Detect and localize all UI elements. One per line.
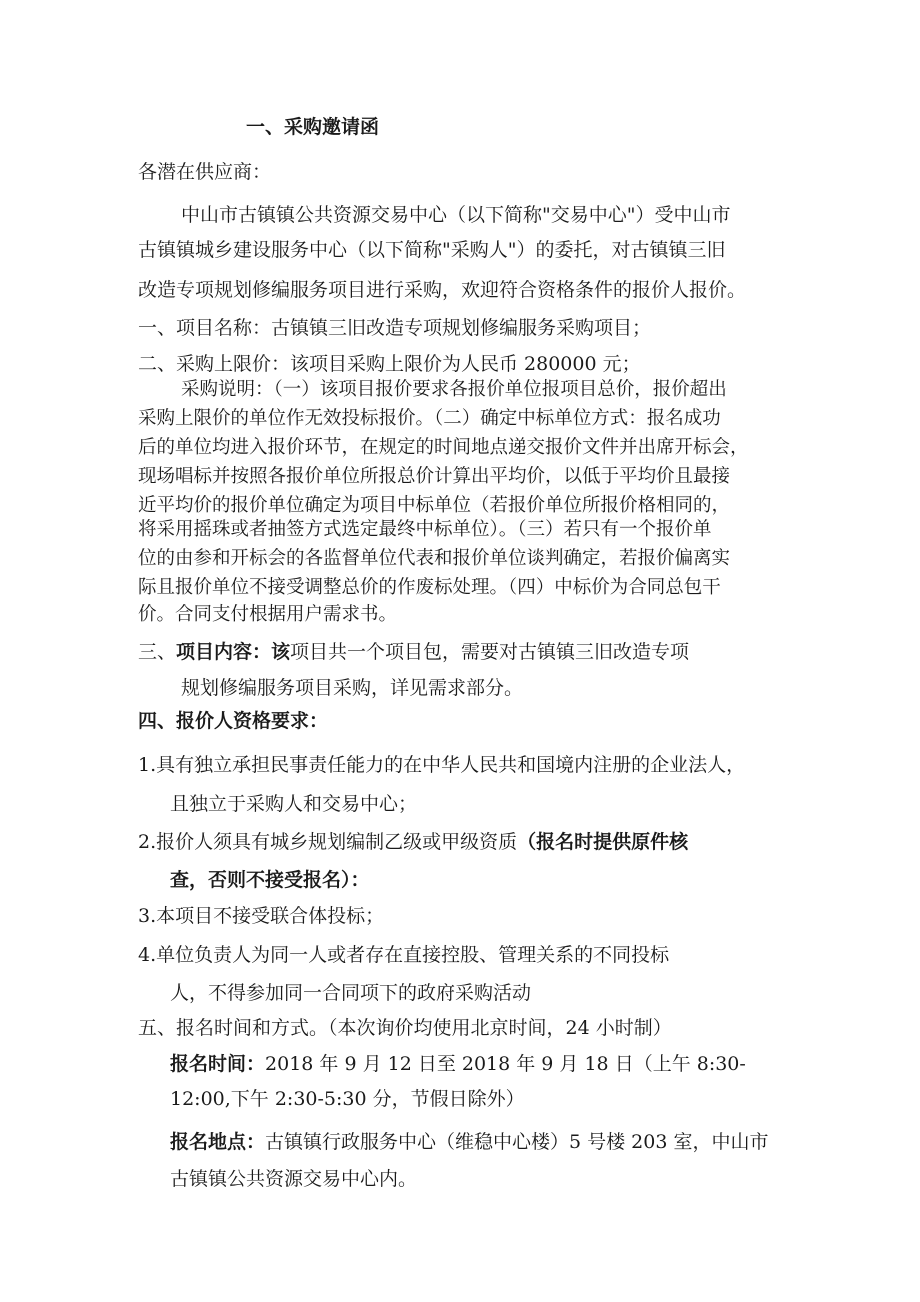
project-content-label: 项目内容：该 — [176, 641, 291, 663]
registration-heading: 五、报名时间和方式。（本次询价均使用北京时间，24 小时制） — [138, 1017, 672, 1039]
purchase-note-line: 现场唱标并按照各报价单位所报总价计算出平均价，以低于平均价且最接 — [138, 466, 731, 487]
requirement-2-text: 2.报价人须具有城乡规划编制乙级或甲级资质 — [138, 831, 518, 853]
project-content-prefix: 三、 — [138, 641, 177, 663]
requirement-2-bold: （报名时提供原件核 — [517, 831, 689, 853]
purchase-note-line: 价。合同支付根据用户需求书。 — [138, 604, 398, 625]
project-content-text: 项目共一个项目包，需要对古镇镇三旧改造专项 — [290, 641, 690, 663]
registration-time — [170, 1052, 746, 1076]
requirement-2-line-2: 查，否则不接受报名）： — [170, 869, 370, 891]
registration-time-line-2: 12:00,下午 2:30-5:30 分，节假日除外） — [170, 1088, 525, 1110]
registration-place-label: 报名地点： — [170, 1131, 266, 1153]
purchase-note-line: 近平均价的报价单位确定为项目中标单位（若报价单位所报价格相同的， — [138, 495, 731, 516]
salutation: 各潜在供应商： — [138, 161, 272, 183]
requirement-1-line-2: 且独立于采购人和交易中心； — [170, 793, 418, 815]
purchase-note-line: 采购上限价的单位作无效投标报价。（二）确定中标单位方式：报名成功 — [138, 408, 721, 429]
requirement-4-line-2: 人，不得参加同一合同项下的政府采购活动 — [170, 982, 532, 1004]
registration-time-label: 报名时间： — [170, 1053, 266, 1075]
qualification-heading: 四、报价人资格要求： — [138, 710, 329, 732]
intro-line-3: 改造专项规划修编服务项目进行采购，欢迎符合资格条件的报价人报价。 — [138, 279, 747, 301]
registration-time-text: 2018 年 9 月 12 日至 2018 年 9 月 18 日（上午 8:30- — [265, 1053, 746, 1075]
requirement-4: 4.单位负责人为同一人或者存在直接控股、管理关系的不同投标 — [138, 944, 670, 966]
requirement-3: 3.本项目不接受联合体投标； — [138, 905, 385, 927]
purchase-note-line: 后的单位均进入报价环节，在规定的时间地点递交报价文件并出席开标会， — [138, 437, 749, 458]
project-content — [138, 640, 689, 664]
intro-line-2: 古镇镇城乡建设服务中心（以下简称"采购人"）的委托，对古镇镇三旧 — [138, 239, 726, 261]
purchase-note-line: 位的由参和开标会的各监督单位代表和报价单位谈判确定，若报价偏离实 — [138, 548, 731, 569]
registration-place — [170, 1130, 769, 1154]
document-title: 一、采购邀请函 — [246, 116, 380, 138]
purchase-note-line: 将采用摇珠或者抽签方式选定最终中标单位）。（三）若只有一个报价单 — [138, 519, 712, 540]
requirement-1: 1.具有独立承担民事责任能力的在中华人民共和国境内注册的企业法人， — [138, 754, 746, 776]
project-content-line-2: 规划修编服务项目采购，详见需求部分。 — [181, 677, 524, 699]
intro-line-1: 中山市古镇镇公共资源交易中心（以下简称"交易中心"）受中山市 — [181, 204, 731, 226]
project-name: 一、项目名称：古镇镇三旧改造专项规划修编服务采购项目； — [138, 317, 652, 339]
requirement-2 — [138, 830, 688, 854]
registration-place-text: 古镇镇行政服务中心（维稳中心楼）5 号楼 203 室，中山市 — [265, 1131, 769, 1153]
registration-place-line-2: 古镇镇公共资源交易中心内。 — [170, 1168, 418, 1190]
price-limit: 二、采购上限价：该项目采购上限价为人民币 280000 元； — [138, 353, 641, 375]
purchase-note-line: 际且报价单位不接受调整总价的作废标处理。（四）中标价为合同总包干 — [138, 577, 721, 598]
purchase-note-line: 采购说明：（一）该项目报价要求各报价单位报项目总价，报价超出 — [181, 379, 727, 400]
